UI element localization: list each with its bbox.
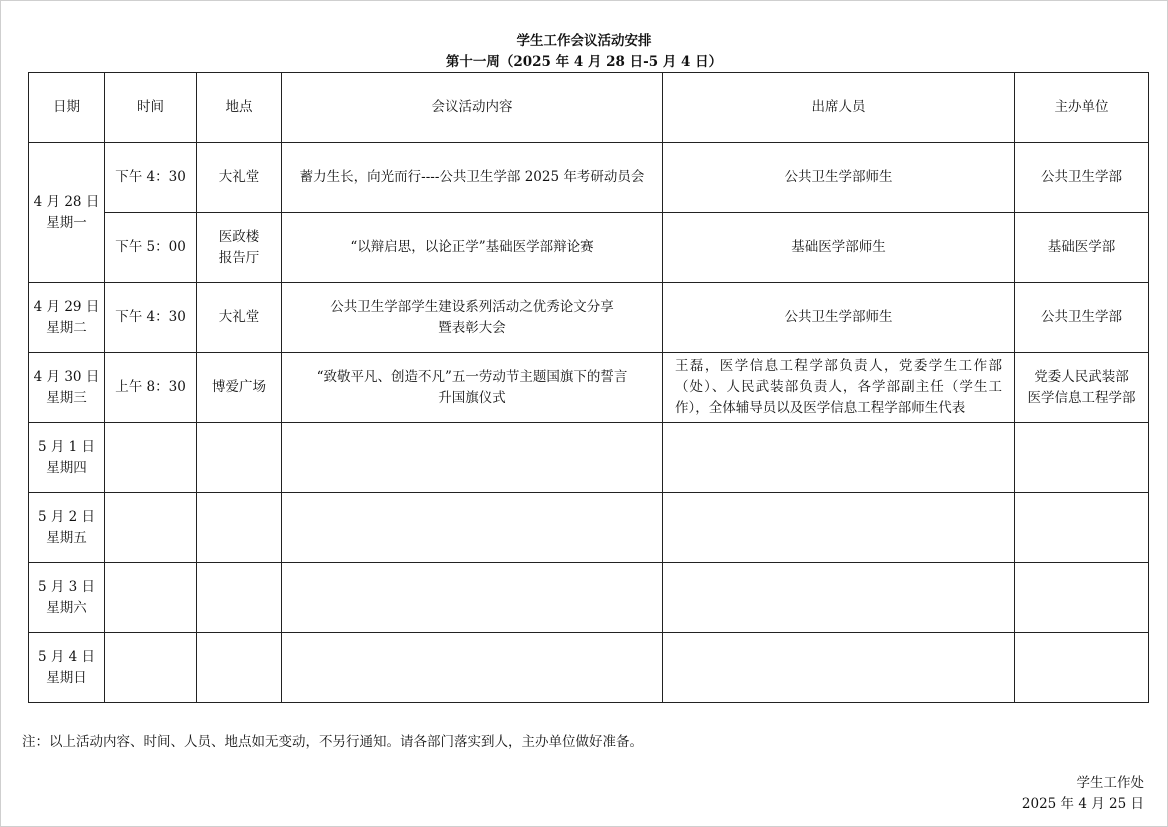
- location-cell: [197, 213, 282, 283]
- organizer-cell: [1015, 493, 1149, 563]
- organizer-label: 基础医学部: [1047, 239, 1116, 255]
- location-label: 大礼堂: [218, 169, 260, 185]
- location-label: 博爱广场: [212, 379, 266, 395]
- time-cell: [105, 633, 197, 703]
- attendees-cell: [663, 563, 1015, 633]
- organizer-cell: [1015, 283, 1149, 353]
- table-row: [29, 283, 1149, 353]
- footnote: 注：以上活动内容、时间、人员、地点如无变动，不另行通知。请各部门落实到人，主办单位做好准备。: [22, 734, 643, 750]
- location-cell: [197, 143, 282, 213]
- weekday-label: 星期五: [46, 529, 87, 546]
- date-label: 4 月 28 日: [33, 193, 100, 210]
- content-cell: [282, 283, 663, 353]
- weekday-label: 星期日: [46, 669, 87, 686]
- content-cell: [282, 633, 663, 703]
- time-cell: 上午 8：30: [105, 353, 197, 423]
- content-cell: [282, 493, 663, 563]
- document-title: 学生工作会议活动安排: [516, 33, 652, 49]
- weekday-label: 星期二: [46, 319, 87, 336]
- date-label: 5 月 4 日: [37, 648, 96, 665]
- signature-block: [1022, 773, 1144, 815]
- table-row: [29, 353, 1149, 423]
- attendees-cell: [663, 423, 1015, 493]
- date-label: 4 月 30 日: [33, 368, 100, 385]
- organizer-label: 公共卫生学部: [1041, 169, 1122, 185]
- location-label: 报告厅: [218, 249, 260, 266]
- weekday-label: 星期三: [46, 389, 87, 406]
- time-cell: 下午 4：30: [105, 143, 197, 213]
- content-label: “以辩启思，以论正学”基础医学部辩论赛: [350, 239, 594, 255]
- location-label: 大礼堂: [218, 309, 260, 325]
- organizer-cell: [1015, 143, 1149, 213]
- issue-date: 2025 年 4 月 25 日: [1021, 796, 1144, 812]
- location-label: 医政楼: [218, 228, 260, 245]
- date-label: 4 月 29 日: [33, 298, 100, 315]
- date-label: 5 月 3 日: [37, 578, 96, 595]
- table-row: [29, 633, 1149, 703]
- organizer-label: 医学信息工程学部: [1027, 389, 1136, 406]
- attendees-cell: 基础医学部师生: [663, 213, 1015, 283]
- location-cell: [197, 423, 282, 493]
- location-cell: [197, 353, 282, 423]
- content-cell: [282, 423, 663, 493]
- date-cell: [29, 143, 105, 283]
- content-cell: [282, 563, 663, 633]
- header-location: 地点: [197, 73, 282, 143]
- organizer-cell: [1015, 213, 1149, 283]
- time-cell: 下午 5：00: [105, 213, 197, 283]
- organizer-label: 党委人民武装部: [1034, 368, 1129, 385]
- date-label: 5 月 1 日: [37, 438, 96, 455]
- time-cell: [105, 423, 197, 493]
- time-cell: [105, 493, 197, 563]
- table-row: [29, 143, 1149, 213]
- organizer-cell: [1015, 353, 1149, 423]
- content-label: 公共卫生学部学生建设系列活动之优秀论文分享: [330, 298, 614, 315]
- content-label: 蓄力生长，向光而行----公共卫生学部 2025 年考研动员会: [299, 169, 645, 185]
- location-cell: [197, 563, 282, 633]
- date-cell: [29, 493, 105, 563]
- table-header-row: [29, 73, 1149, 143]
- date-cell: [29, 633, 105, 703]
- organizer-cell: [1015, 633, 1149, 703]
- header-date: 日期: [29, 73, 105, 143]
- content-cell: [282, 213, 663, 283]
- date-cell: [29, 423, 105, 493]
- organizer-cell: [1015, 423, 1149, 493]
- time-cell: [105, 563, 197, 633]
- organizer-cell: [1015, 563, 1149, 633]
- weekday-label: 星期六: [46, 599, 87, 616]
- table-row: [29, 563, 1149, 633]
- date-cell: [29, 563, 105, 633]
- content-cell: [282, 353, 663, 423]
- weekday-label: 星期一: [46, 214, 87, 231]
- location-cell: [197, 493, 282, 563]
- content-label: 升国旗仪式: [438, 389, 506, 406]
- content-cell: [282, 143, 663, 213]
- document-subtitle: 第十一周（2025 年 4 月 28 日-5 月 4 日）: [445, 54, 723, 70]
- content-label: 暨表彰大会: [438, 319, 506, 336]
- time-cell: 下午 4：30: [105, 283, 197, 353]
- attendees-cell: [663, 493, 1015, 563]
- location-cell: [197, 633, 282, 703]
- header-attendees: 出席人员: [663, 73, 1015, 143]
- header-time: 时间: [105, 73, 197, 143]
- date-label: 5 月 2 日: [37, 508, 96, 525]
- content-label: “致敬平凡、创造不凡”五一劳动节主题国旗下的誓言: [316, 368, 628, 385]
- issuing-office: 学生工作处: [1076, 775, 1144, 791]
- organizer-label: 公共卫生学部: [1041, 309, 1122, 325]
- date-cell: [29, 283, 105, 353]
- table-row: [29, 213, 1149, 283]
- header-organizer: 主办单位: [1015, 73, 1149, 143]
- table-row: [29, 493, 1149, 563]
- schedule-table: [28, 72, 1149, 703]
- attendees-cell: 王磊，医学信息工程学部负责人，党委学生工作部（处）、人民武装部负责人，各学部副主任（学生工作），全体辅导员以及医学信息工程学部师生代表: [663, 353, 1015, 423]
- attendees-cell: [663, 633, 1015, 703]
- table-row: [29, 423, 1149, 493]
- attendees-cell: 公共卫生学部师生: [663, 283, 1015, 353]
- location-cell: [197, 283, 282, 353]
- header-content: 会议活动内容: [282, 73, 663, 143]
- date-cell: [29, 353, 105, 423]
- attendees-cell: 公共卫生学部师生: [663, 143, 1015, 213]
- weekday-label: 星期四: [46, 459, 87, 476]
